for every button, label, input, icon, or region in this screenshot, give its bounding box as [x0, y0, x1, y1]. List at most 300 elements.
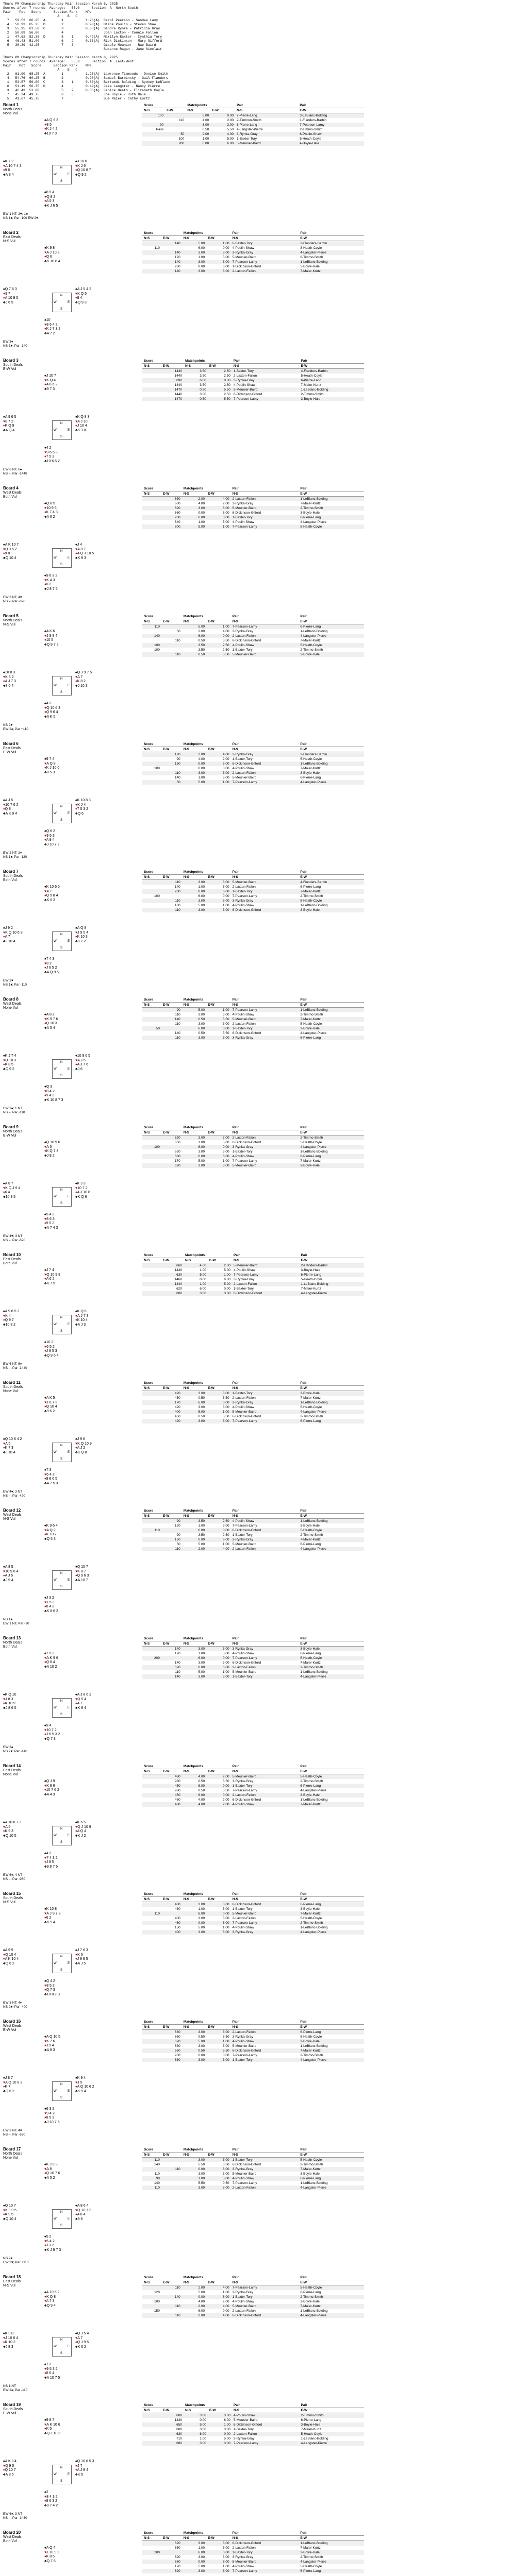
- suit-holding: ♠ J 10 6: [75, 160, 111, 164]
- suit-holding: ♥ 9 7: [3, 292, 39, 297]
- suit-holding: ♥ K J 6: [75, 164, 111, 169]
- suit-holding: ♠ J 7 4: [44, 1268, 80, 1273]
- suit-holding: ♦ 6 2: [44, 583, 80, 587]
- suit-holding: ♦ K 10 7: [44, 1533, 80, 1537]
- suit-holding: ♥ J 9 8 4: [44, 634, 80, 639]
- hand-west: [3, 1565, 39, 1583]
- table-row: 100 6.00 0.00 4-Poulin-Shaw 7-Maier-Kurtz: [154, 767, 321, 770]
- table-row: 140 5.00 1.00 6-Baxter-Tory 2-Flanders-Barbin: [142, 241, 364, 246]
- table-row: 140 5.50 0.50 6-Dickinson-Gifford 2-Timmo-Smith: [154, 2163, 323, 2166]
- suit-holding: ♦ A 9 4: [44, 838, 80, 843]
- table-row: 110 0.50 5.50 5-Meunier-Baird 3-Boyle-Hale: [142, 652, 364, 657]
- suit-holding: ♠ K Q 10: [3, 1693, 39, 1698]
- board-title: Board 12: [3, 1508, 21, 1513]
- suit-holding: ♥ Q 10 4: [3, 1953, 39, 1958]
- table-row: 170 6.00 0.00 3-Rynka-Gray 1-LeBlanc-Bolding: [142, 1400, 364, 1405]
- results-table: Score Matchpoints Pair Pair N-S E-W N-S E-W N-S E-W 400 3.00 3.00 6-Dickinson-Gifford 6-Pierre-Lang 430 1.00 5.00 1-Baxter-Tory 3-Boyle-Hale 110 6.00 0.00 5-Meunier-Baird 7-Maier-Kurtz 400 3.00 3.00 2-Laxton-Fallon 5-Heath-Coyle 460 0.00 6.00 7-Pearson-Lamy 2-Timmo-Smith 150 5.00 1.00 4-Poulin-Shaw 1-LeBlanc-Bolding 400 3.00 3.00 3-Rynka-Gray 4-Langster-Pierre: [142, 1892, 364, 1935]
- suit-holding: ♥ A 5: [44, 1145, 80, 1150]
- suit-holding: ♦ 8 6 4: [44, 2371, 80, 2376]
- table-row: 110 3.00 3.00 4-Poulin-Shaw 2-Timmo-Smith: [175, 1013, 323, 1016]
- suit-holding: ♦ 9 5 2: [44, 1222, 80, 1226]
- board-title: Board 9: [3, 1125, 19, 1129]
- table-row: 110 3.00 3.00 2-Laxton-Fallon 4-Langster-Pierre: [142, 2185, 364, 2190]
- compass-icon: N W E S: [52, 2081, 72, 2101]
- hand-west: [3, 2460, 39, 2477]
- suit-holding: ♥ A 8 7: [75, 548, 111, 552]
- table-row: 170 1.00 5.00 4-Poulin-Shaw 6-Pierre-Lang: [174, 1652, 321, 1655]
- suit-holding: ♣ A Q 9 5: [44, 971, 80, 975]
- suit-holding: ♠ 4 2: [44, 702, 80, 706]
- table-row: 600 5.00 1.00 7-Pearson-Lamy 5-Heath-Coyle: [142, 524, 364, 529]
- compass-icon: N W E S: [52, 676, 72, 696]
- results-table: Score Matchpoints Pair Pair N-S E-W N-S E-W N-S E-W 480 4.00 2.00 5-Meunier-Baird 5-Heath-Coyle 980 0.50 5.50 3-Rynka-Gray 2-Timmo-Smith 450 6.00 0.00 1-Baxter-Tory 6-Pierre-Lang 980 0.50 5.50 7-Pearson-Lamy 4-Langster-Pierre 450 6.00 0.00 2-Laxton-Fallon 3-Boyle-Hale 480 4.00 2.00 6-Dickinson-Gifford 1-LeBlanc-Bolding 480 4.00 2.00 4-Poulin-Shaw 7-Maier-Kurtz: [142, 1764, 364, 1807]
- table-row: 100 5.00 1.00 4-Poulin-Shaw 1-LeBlanc-Bolding: [174, 904, 328, 907]
- table-row: 110 6.00 0.00 5-Meunier-Baird 7-Maier-Kurtz: [142, 1911, 364, 1916]
- compass-icon: N W E S: [52, 931, 72, 951]
- hand-east: [75, 1310, 111, 1327]
- hand-west: [3, 2332, 39, 2349]
- suit-holding: ♣ J 8 2: [44, 1154, 80, 1159]
- hand-south: [44, 2490, 80, 2508]
- suit-holding: ♥ 9 4 2: [44, 2112, 80, 2116]
- board-title: Board 11: [3, 1380, 21, 1385]
- results-table: Score Matchpoints Pair Pair N-S E-W N-S E-W N-S E-W 90 3.50 2.50 4-Poulin-Shaw 1-LeBlanc-Bolding 120 1.00 5.00 7-Pearson-Lamy 3-Boyle-Hale 110 6.00 0.00 6-Dickinson-Gifford 5-Heath-Coyle 90 3.50 2.50 1-Baxter-Tory 2-Timmo-Smith 150 0.00 6.00 3-Rynka-Gray 7-Maier-Kurtz 50 5.00 1.00 5-Meunier-Baird 6-Pierre-Lang 110 2.00 4.00 2-Laxton-Fallon 4-Langster-Pierre: [142, 1509, 364, 1551]
- suit-holding: ♣ A 8 6: [3, 2473, 39, 2478]
- suit-holding: ♠ K 9 4: [75, 2076, 111, 2081]
- suit-holding: ♦ K Q 7 3: [44, 1149, 80, 1154]
- suit-holding: ♣ Q 9 2: [75, 173, 111, 178]
- suit-holding: ♥ A Q 10 8 3: [3, 2081, 39, 2086]
- compass-icon: N W E S: [52, 1698, 72, 1718]
- table-row: 140 0.50 5.50 6-Dickinson-Gifford 4-Langster-Pierre: [174, 1031, 326, 1035]
- suit-holding: ♠ K 9 6 4: [44, 1524, 80, 1529]
- board-title: Board 14: [3, 1764, 21, 1768]
- table-row: 110 5.00 1.00 7-Pearson-Lamy 6-Pierre-Lang: [142, 624, 364, 630]
- table-row: 150 6.00 0.00 2-Laxton-Fallon 1-LeBlanc-Bolding: [154, 2309, 328, 2313]
- table-row: 400 5.00 1.00 5-Meunier-Baird 4-Langster-Pierre: [142, 1410, 364, 1414]
- hand-west: [3, 799, 39, 816]
- suit-holding: ♦ Q 10 7: [3, 2468, 39, 2473]
- suit-holding: ♦ K 7 3: [3, 1446, 39, 1451]
- suit-holding: ♣ 10 6 5 2: [44, 460, 80, 464]
- suit-holding: ♠ 9 6 3 2: [44, 574, 80, 579]
- suit-holding: ♠ Q J 5 4: [75, 2332, 111, 2336]
- suit-holding: ♣ 8 7 2: [75, 940, 111, 944]
- suit-holding: ♣ K 6 2: [75, 2345, 111, 2350]
- table-row: 200 0.00 6.00 5-Meunier-Baird 4-Boyle-Hale: [142, 141, 364, 146]
- board-vul: Both Vul: [3, 495, 17, 499]
- suit-holding: ♠ A 10 6 2: [44, 2291, 80, 2295]
- results-table: Score Matchpoints Pair Pair N-S E-W N-S E-W N-S E-W 630 3.00 3.00 2-Laxton-Fallon 6-Pierre-Lang 660 0.50 5.50 3-Rynka-Gray 5-Heath-Coyle 620 5.00 1.00 4-Poulin-Shaw 3-Boyle-Hale 630 3.00 3.00 5-Meunier-Baird 1-LeBlanc-Bolding 660 0.50 5.50 6-Dickinson-Gifford 7-Maier-Kurtz 200 6.00 0.00 7-Pearson-Lamy 2-Timmo-Smith 630 3.00 3.00 1-Baxter-Tory 4-Langster-Pierre: [142, 2020, 364, 2062]
- suit-holding: ♦ 8 6 3 2: [44, 2499, 80, 2504]
- table-row: 620 3.00 3.00 1-Baxter-Tory 1-LeBlanc-Bolding: [174, 1150, 328, 1154]
- suit-holding: ♦ K 8 5: [44, 2555, 80, 2560]
- hand-north: [44, 1141, 80, 1158]
- suit-holding: ♠ 10 8 3: [3, 671, 39, 675]
- table-row: 620 3.00 3.00 5-Meunier-Baird 3-Boyle-Hale: [142, 1163, 364, 1168]
- table-row: 420 3.00 3.00 7-Pearson-Lamy 6-Pierre-Lang: [142, 1419, 364, 1423]
- board-diagram: [3, 997, 142, 1137]
- results-table: Score Matchpoints Pair Pair N-S E-W N-S E-W N-S E-W 620 3.00 3.00 6-Dickinson-Gifford 1-LeBlanc-Bolding 650 1.00 5.00 2-Laxton-Fallon 7-Maier-Kurtz 100 6.00 0.00 1-Baxter-Tory 3-Boyle-Hale 620 3.00 3.00 3-Rynka-Gray 2-Timmo-Smith 680 0.00 6.00 5-Meunier-Baird 4-Langster-Pierre 170 5.00 1.00 4-Poulin-Shaw 5-Heath-Coyle 620 3.00 3.00 7-Pearson-Lamy 6-Pierre-Lang: [142, 2531, 364, 2573]
- table-row: 50 5.00 1.00 7-Pearson-Lamy 4-Langster-Pierre: [142, 780, 364, 785]
- board-title: Board 1: [3, 103, 19, 107]
- suit-holding: ♦ Q 9 6 3: [75, 1574, 111, 1579]
- compass-icon: N W E S: [52, 1187, 72, 1207]
- table-row: 170 5.00 1.00 7-Pearson-Lamy 7-Maier-Kurtz: [174, 1159, 321, 1163]
- compass-icon: N W E S: [52, 548, 72, 568]
- suit-holding: ♣ J 6: [75, 1067, 111, 1072]
- suit-holding: ♣ Q 5 3: [44, 1537, 80, 1542]
- table-row: 90 3.50 2.50 1-Baxter-Tory 2-Timmo-Smith: [176, 1533, 323, 1537]
- table-row: 110 6.00 0.00 6-Dickinson-Gifford 5-Heath-Coyle: [142, 1528, 364, 1533]
- suit-holding: ♣ A K 5: [44, 715, 80, 720]
- board-diagram: [3, 2531, 142, 2576]
- hand-west: [3, 1948, 39, 1966]
- hand-north: [44, 2291, 80, 2308]
- table-row: 110 3.00 3.00 2-Laxton-Fallon 3-Boyle-Hale: [142, 771, 364, 775]
- suit-holding: ♠ 7 5 3: [44, 1652, 80, 1656]
- hand-west: [3, 2076, 39, 2094]
- suit-holding: ♣ K 5: [75, 2473, 111, 2478]
- suit-holding: ♠ A K 10 7: [3, 543, 39, 548]
- suit-holding: ♥ A 10 7 4 3: [3, 164, 39, 169]
- suit-holding: ♣ A 10 7: [75, 1579, 111, 1583]
- suit-holding: ♦ K 5: [44, 2427, 80, 2432]
- suit-holding: ♦ J 6 5 3 2: [44, 1733, 80, 1737]
- suit-holding: ♣ 10 8 2: [3, 1323, 39, 1328]
- compass-icon: N W E S: [52, 1826, 72, 1845]
- suit-holding: ♥ J 10 9 2: [44, 2551, 80, 2555]
- table-row: 140 0.50 5.50 5-Meunier-Baird 7-Maier-Kurtz: [142, 1017, 364, 1022]
- suit-holding: ♦ 7 5 3 2: [75, 807, 111, 812]
- suit-holding: ♥ K Q 4: [44, 379, 80, 383]
- board-dealer: West Deals: [3, 2024, 22, 2028]
- suit-holding: ♣ A 10 7 5: [44, 2376, 80, 2381]
- suit-holding: ♣ A J 3: [75, 1323, 111, 1328]
- table-row: 1470 0.50 5.50 7-Pearson-Lamy 3-Boyle-Hale: [142, 397, 364, 401]
- suit-holding: ♠ A K 6: [44, 630, 80, 634]
- suit-holding: ♣ Q 7 6: [44, 2560, 80, 2564]
- results-table: Score Matchpoints Pair Pair N-S E-W N-S E-W N-S E-W 100 6.00 0.00 7-Pierre-Lang 3-LeBlanc-Bolding 110 4.00 2.00 2-Timmon-Smith 1-Flanders-Barbin 90 3.00 3.00 6-Pierre-Lang 7-Pearson-Lamy Pass 0.50 5.50 4-Langster-Pierre 2-Timmo-Smith 50 2.00 4.00 3-Rynka-Gray 6-Poulin-Shaw 100 1.00 5.00 1-Baxter-Tory 5-Heath-Coyle 200 0.00 6.00 5-Meunier-Baird 4-Boyle-Hale: [142, 103, 364, 146]
- board-vul: E-W Vul: [3, 751, 16, 754]
- board-vul: E-W Vul: [3, 1134, 16, 1138]
- suit-holding: ♦ K 9 5: [3, 2213, 39, 2217]
- board: [3, 2531, 524, 2576]
- suit-holding: ♦ J 8 5: [44, 1860, 80, 1865]
- suit-holding: ♠ 10 2: [44, 1341, 80, 1345]
- table-row: 1440 1.00 5.00 2-Laxton-Fallon 1-LeBlanc-Bolding: [142, 1282, 364, 1286]
- suit-holding: ♣ Q 10 5: [3, 1834, 39, 1839]
- suit-holding: ♠ K J 3: [75, 1182, 111, 1187]
- hand-south: [44, 702, 80, 719]
- board-title: Board 20: [3, 2530, 21, 2535]
- hand-west: [3, 543, 39, 561]
- compass-icon: N W E S: [52, 1954, 72, 1973]
- suit-holding: ♥ A J 10: [75, 420, 111, 425]
- suit-holding: ♣ K 9 4: [75, 2090, 111, 2094]
- suit-holding: ♥ J 8 7 3: [44, 1401, 80, 1405]
- suit-holding: ♣ 8 6: [75, 2217, 111, 2222]
- suit-holding: ♥ A 8: [44, 2167, 80, 2172]
- suit-holding: ♥ A 7: [44, 890, 80, 894]
- suit-holding: ♦ Q 10 3: [44, 1022, 80, 1026]
- board-diagram: [3, 1892, 142, 2031]
- suit-holding: ♠ Q J 9: [44, 1780, 80, 1784]
- double-dummy-summary: NS 1 NT EW 2♠; Par -110: [3, 2384, 28, 2392]
- board-diagram: [3, 486, 142, 625]
- hand-west: [3, 287, 39, 305]
- suit-holding: ♦ 9 8: [3, 552, 39, 556]
- suit-holding: ♣ A 7 4 3: [44, 1226, 80, 1231]
- suit-holding: ♥ K Q 10 6 3: [3, 931, 39, 936]
- hand-east: [75, 287, 111, 305]
- double-dummy-summary: NS 2♥ EW 2♠; Par +110: [3, 723, 29, 731]
- table-row: 110 2.00 4.00 2-Laxton-Fallon 4-Langster-Pierre: [142, 1547, 364, 1551]
- suit-holding: ♦ A Q 4: [75, 1829, 111, 1834]
- suit-holding: ♥ K Q 10 9: [75, 1442, 111, 1447]
- table-row: 630 3.00 3.00 5-Meunier-Baird 1-LeBlanc-Bolding: [174, 2044, 328, 2048]
- suit-holding: ♥ A J 5: [75, 1059, 111, 1063]
- suit-holding: ♠ K Q 8 3: [75, 415, 111, 420]
- table-row: 200 6.00 0.00 1-Baxter-Tory 6-Pierre-Lang: [142, 515, 364, 520]
- suit-holding: ♦ J 3 2: [44, 2244, 80, 2248]
- suit-holding: ♣ Q 6 2: [3, 2090, 39, 2094]
- table-row: 120 5.00 1.00 3-Rynka-Gray 6-Pierre-Lang: [154, 2291, 321, 2294]
- suit-holding: ♣ K 6 3: [44, 899, 80, 903]
- table-row: 110 3.00 3.00 3-Rynka-Gray 6-Pierre-Lang: [142, 1036, 364, 1040]
- board-dealer: South Deals: [3, 2407, 23, 2411]
- table-row: 690 6.00 0.00 3-Rynka-Gray 6-Pierre-Lang: [142, 378, 364, 383]
- board-vul: E-W Vul: [3, 2412, 16, 2415]
- table-row: 680 0.00 6.00 5-Meunier-Baird 4-Langster-Pierre: [142, 2560, 364, 2564]
- table-row: 200 0.00 6.00 1-Dickinson-Gifford 5-Boyle-Hale: [174, 265, 320, 268]
- double-dummy-summary: EW 3♠ NS 3♥; Par -140: [3, 340, 27, 348]
- suit-holding: ♠ 7 3: [44, 1468, 80, 1473]
- suit-holding: ♥ A Q 8: [44, 762, 80, 767]
- board-diagram: [3, 2403, 142, 2542]
- compass-icon: N W E S: [52, 1443, 72, 1462]
- suit-holding: ♠ K 10 8 3: [75, 799, 111, 803]
- table-row: 620 3.00 3.00 3-Rynka-Gray 2-Timmo-Smith: [174, 2555, 323, 2559]
- suit-holding: ♠ K J 7 4: [3, 1054, 39, 1059]
- suit-holding: ♠ J 9 6: [75, 1437, 111, 1442]
- suit-holding: ♣ Q 9 4: [44, 2304, 80, 2309]
- suit-holding: ♦ A 7 3: [44, 2299, 80, 2304]
- suit-holding: ♠ K 10 8: [44, 1907, 80, 1912]
- table-row: 1440 3.50 2.50 6-Dickinson-Gifford 2-Timmo-Smith: [174, 393, 324, 396]
- hand-east: [75, 2204, 111, 2222]
- hand-north: [44, 2546, 80, 2564]
- suit-holding: ♦ A J 2: [75, 1446, 111, 1451]
- table-row: 680 3.00 3.00 4-Poulin-Shaw 2-Timmo-Smith: [142, 2413, 364, 2418]
- double-dummy-summary: EW 3♠ NS 2♥; Par -140: [3, 1745, 27, 1753]
- suit-holding: ♦ 10 7 6 2: [44, 1788, 80, 1793]
- suit-holding: ♥ K 9 7 6: [44, 1018, 80, 1022]
- suit-holding: ♦ A 7: [75, 1702, 111, 1706]
- suit-holding: ♣ A 5 4: [44, 1026, 80, 1031]
- suit-holding: ♥ A J 7 3: [75, 1314, 111, 1319]
- hand-north: [44, 118, 80, 136]
- table-row: 200 0.00 6.00 1-Baxter-Tory 7-Maier-Kurtz: [142, 889, 364, 894]
- hand-east: [75, 1565, 111, 1583]
- compass-icon: N W E S: [52, 804, 72, 823]
- board-dealer: North Deals: [3, 2151, 22, 2156]
- hand-north: [44, 2163, 80, 2180]
- table-row: 90 3.00 3.00 6-Pierre-Lang 7-Pearson-Lamy: [142, 123, 364, 127]
- table-row: 630 5.00 1.00 7-Pearson-Lamy 6-Pierre-Lang: [142, 1273, 364, 1277]
- table-row: 140 3.00 3.00 1-Baxter-Tory 4-Langster-Pierre: [142, 1674, 364, 1679]
- suit-holding: ♥ 6 4 2: [44, 1473, 80, 1478]
- suit-holding: ♥ Q 10 3: [3, 1059, 39, 1063]
- results-table: Score Matchpoints Pair Pair N-S E-W N-S E-W N-S E-W 110 2.00 4.00 7-Pearson-Lamy 5-Heath-Coyle 120 5.00 1.00 3-Rynka-Gray 6-Pierre-Lang 140 0.00 6.00 1-Baxter-Tory 2-Timmo-Smith 100 4.00 2.00 4-Poulin-Shaw 3-Boyle-Hale 110 2.00 4.00 5-Meunier-Baird 7-Maier-Kurtz 150 6.00 0.00 2-Laxton-Fallon 1-LeBlanc-Bolding 110 2.00 4.00 6-Dickinson-Gifford 4-Langster-Pierre: [142, 2275, 364, 2318]
- table-row: 140 6.00 0.00 2-Laxton-Fallon 4-Langster-Pierre: [142, 634, 364, 638]
- board-title: Board 8: [3, 997, 19, 1002]
- suit-holding: ♠ 8 5 4: [44, 191, 80, 195]
- suit-holding: ♠ 5 2: [44, 2235, 80, 2240]
- suit-holding: ♣ J 10 4: [3, 940, 39, 944]
- hand-west: [3, 415, 39, 433]
- table-row: 980 0.50 5.50 7-Pearson-Lamy 4-Langster-Pierre: [174, 1789, 326, 1792]
- suit-holding: ♠ 5 4 2: [44, 1213, 80, 1217]
- suit-holding: ♣ K 9 4: [44, 1921, 80, 1925]
- table-row: 1430 0.00 6.00 5-Meunier-Baird 6-Pierre-Lang: [174, 2418, 322, 2422]
- hand-north: [44, 2035, 80, 2053]
- hand-south: [44, 1979, 80, 1997]
- suit-holding: ♠ 10 9 6 5: [75, 1054, 111, 1059]
- board-diagram: [3, 870, 142, 1009]
- hand-west: [3, 1310, 39, 1327]
- suit-holding: ♥ K 8 7: [75, 1570, 111, 1574]
- results-table: Score Matchpoints Pair Pair N-S E-W N-S E-W N-S E-W 680 3.00 3.00 4-Poulin-Shaw 2-Timmo-Smith 1430 0.00 6.00 5-Meunier-Baird 6-Pierre-Lang 650 5.00 1.00 6-Dickinson-Gifford 3-Boyle-Hale 680 3.00 3.00 1-Baxter-Tory 7-Maier-Kurtz 630 6.00 0.00 2-Laxton-Fallon 5-Heath-Coyle 710 1.00 5.00 3-Rynka-Gray 1-LeBlanc-Bolding 680 3.00 3.00 7-Pearson-Lamy 4-Langster-Pierre: [142, 2403, 364, 2446]
- board-vul: N-S Vul: [3, 240, 15, 243]
- suit-holding: ♠ Q 10 7: [75, 1565, 111, 1570]
- hand-east: [75, 799, 111, 816]
- suit-holding: ♥ A K 10 6: [44, 2423, 80, 2428]
- board-diagram: [3, 1764, 142, 1903]
- suit-holding: ♦ J 9 4: [44, 2044, 80, 2048]
- board-dealer: North Deals: [3, 107, 22, 111]
- suit-holding: ♦ K 10 4: [75, 1318, 111, 1323]
- suit-holding: ♥ Q 10 9 8: [44, 1273, 80, 1278]
- suit-holding: ♠ 7 3: [44, 2363, 80, 2367]
- suit-holding: ♠ A J 5: [3, 799, 39, 803]
- suit-holding: ♠ Q 10 6 5 3: [75, 2460, 111, 2464]
- board-title: Board 15: [3, 1891, 21, 1896]
- suit-holding: ♠ K 6 5: [75, 1821, 111, 1825]
- table-row: 110 2.00 4.00 5-Meunier-Baird 7-Maier-Kurtz: [142, 2304, 364, 2309]
- board-title: Board 4: [3, 486, 19, 490]
- double-dummy-summary: EW 6♠; 3 NT NS –; Par -1430: [3, 2512, 27, 2520]
- suit-holding: ♥ 7 4 3 2: [44, 1856, 80, 1861]
- suit-holding: ♠ J 7 6 3: [75, 1948, 111, 1953]
- hand-east: [75, 415, 111, 433]
- hand-north: [44, 374, 80, 392]
- double-dummy-summary: NS 1♠ EW 1 NT; Par -90: [3, 1618, 29, 1625]
- suit-holding: ♥ J 5 3: [44, 1601, 80, 1605]
- table-row: 420 3.00 3.00 1-Baxter-Tory 3-Boyle-Hale: [142, 1391, 364, 1396]
- suit-holding: ♠ 9 8 7: [44, 2418, 80, 2423]
- compass-icon: N W E S: [52, 1315, 72, 1334]
- suit-holding: ♦ A 8 6 2: [44, 383, 80, 387]
- hand-south: [44, 829, 80, 847]
- suit-holding: ♠ A 8 5: [3, 1565, 39, 1570]
- compass-icon: N W E S: [52, 293, 72, 312]
- board-dealer: East Deals: [3, 1257, 21, 1261]
- table-row: 680 3.00 3.00 6-Dickinson-Gifford 4-Langster-Pierre: [142, 1291, 364, 1296]
- table-row: 980 0.50 5.50 3-Rynka-Gray 2-Timmo-Smith: [174, 1780, 323, 1783]
- double-dummy-summary: EW 2 NT; 2♠ NS 1♦; Par -120: [3, 851, 27, 859]
- suit-holding: ♠ 4 2: [44, 1852, 80, 1856]
- suit-holding: ♥ 10 9 6: [44, 506, 80, 511]
- suit-holding: ♦ J 9 8 5: [75, 1957, 111, 1962]
- suit-holding: ♥ 8 2: [44, 962, 80, 967]
- table-row: 100 1.00 5.00 1-Baxter-Tory 5-Heath-Coyle: [178, 137, 322, 141]
- suit-holding: ♥ K Q J 9 4: [3, 1187, 39, 1191]
- suit-holding: ♦ A 7: [3, 935, 39, 940]
- hand-east: [75, 543, 111, 561]
- suit-holding: ♦ 8 4 2: [44, 1605, 80, 1609]
- suit-holding: ♦ K 10 2: [3, 2341, 39, 2345]
- board-vul: Both Vul: [3, 2539, 17, 2543]
- board-diagram: [3, 1381, 142, 1520]
- table-row: 200 6.00 0.00 7-Pearson-Lamy 2-Timmo-Smith: [174, 2054, 323, 2057]
- suit-holding: ♥ 8 4 3 2: [44, 2495, 80, 2500]
- table-row: 430 1.00 5.00 1-Baxter-Tory 3-Boyle-Hale: [174, 1907, 320, 1911]
- table-row: 660 0.50 5.50 3-Rynka-Gray 5-Heath-Coyle: [174, 2035, 322, 2039]
- hand-west: [3, 1054, 39, 1072]
- hand-north: [44, 2418, 80, 2436]
- suit-holding: ♦ J 6 5 2: [44, 966, 80, 971]
- suit-holding: ♠ A Q 8: [75, 926, 111, 931]
- table-row: 620 5.00 1.00 4-Poulin-Shaw 3-Boyle-Hale: [142, 2039, 364, 2044]
- suit-holding: ♦ K 7 4 3: [44, 511, 80, 515]
- table-row: 110 0.50 5.50 6-Dickinson-Gifford 7-Maier-Kurtz: [175, 639, 321, 642]
- suit-holding: ♦ Q 9 6 4: [44, 710, 80, 715]
- suit-holding: ♠ A Q 9 3: [44, 118, 80, 123]
- suit-holding: ♦ Q 10 8 7: [75, 168, 111, 173]
- table-row: 110 2.00 4.00 6-Dickinson-Gifford 4-Langster-Pierre: [142, 2313, 364, 2318]
- suit-holding: ♣ Q 10 4: [3, 556, 39, 561]
- board-diagram: [3, 2147, 142, 2286]
- table-row: 100 6.00 0.00 7-Pearson-Lamy 2-Timmo-Smith: [154, 894, 323, 898]
- table-row: 650 1.00 5.00 2-Laxton-Fallon 7-Maier-Kurtz: [174, 2546, 321, 2550]
- board-diagram: [3, 742, 142, 881]
- suit-holding: ♣ A 4 3: [44, 1793, 80, 1798]
- suit-holding: ♥ 9 5 3 2: [44, 2367, 80, 2372]
- results-table: Score Matchpoints Pair Pair N-S E-W N-S E-W N-S E-W 90 5.00 1.00 7-Pearson-Lamy 1-LeBlanc-Bolding 110 3.00 3.00 4-Poulin-Shaw 2-Timmo-Smith 140 0.50 5.50 5-Meunier-Baird 7-Maier-Kurtz 110 3.00 3.00 2-Laxton-Fallon 5-Heath-Coyle 50 6.00 0.00 1-Baxter-Tory 3-Boyle-Hale 140 0.50 5.50 6-Dickinson-Gifford 4-Langster-Pierre 110 3.00 3.00 3-Rynka-Gray 6-Pierre-Lang: [142, 997, 364, 1040]
- table-row: 110 5.00 1.00 5-Meunier-Baird 1-LeBlanc-Bolding: [175, 1670, 328, 1674]
- table-row: 140 3.00 3.00 6-Dickinson-Gifford 7-Maier-Kurtz: [174, 1661, 321, 1665]
- suit-holding: ♠ K 7 2: [3, 160, 39, 164]
- suit-holding: ♦ K J 7 3 2: [44, 327, 80, 332]
- hand-east: [75, 2076, 111, 2094]
- table-row: 680 0.00 6.00 4-Poulin-Shaw 6-Pierre-Lang: [142, 1154, 364, 1159]
- suit-holding: ♦ 9 6: [3, 168, 39, 173]
- results-table: Score Matchpoints Pair Pair N-S E-W N-S E-W N-S E-W 630 2.00 4.00 2-Laxton-Fallon 1-LeBlanc-Bolding 600 4.00 2.00 3-Rynka-Gray 7-Maier-Kurtz 620 3.00 3.00 5-Meunier-Baird 2-Timmo-Smith 660 0.00 6.00 6-Dickinson-Gifford 3-Boyle-Hale 200 6.00 0.00 1-Baxter-Tory 6-Pierre-Lang 640 1.00 5.00 4-Poulin-Shaw 4-Langster-Pierre 600 5.00 1.00 7-Pearson-Lamy 5-Heath-Coyle: [142, 486, 364, 529]
- board-title: Board 16: [3, 2019, 21, 2024]
- hand-west: [3, 1437, 39, 1455]
- suit-holding: ♣ Q 9 7 2: [44, 643, 80, 648]
- suit-holding: ♣ J 10 7 2: [44, 843, 80, 848]
- hand-north: [44, 1652, 80, 1669]
- suit-holding: ♠ Q 10 7: [3, 2204, 39, 2209]
- board-dealer: East Deals: [3, 235, 21, 239]
- hand-north: [44, 1907, 80, 1925]
- table-row: 630 2.00 4.00 2-Laxton-Fallon 1-LeBlanc-Bolding: [142, 497, 364, 502]
- suit-holding: ♠ A K J 4: [3, 2460, 39, 2464]
- hand-east: [75, 1182, 111, 1199]
- table-row: 110 3.00 3.00 2-Laxton-Fallon 5-Heath-Coyle: [175, 1022, 322, 1026]
